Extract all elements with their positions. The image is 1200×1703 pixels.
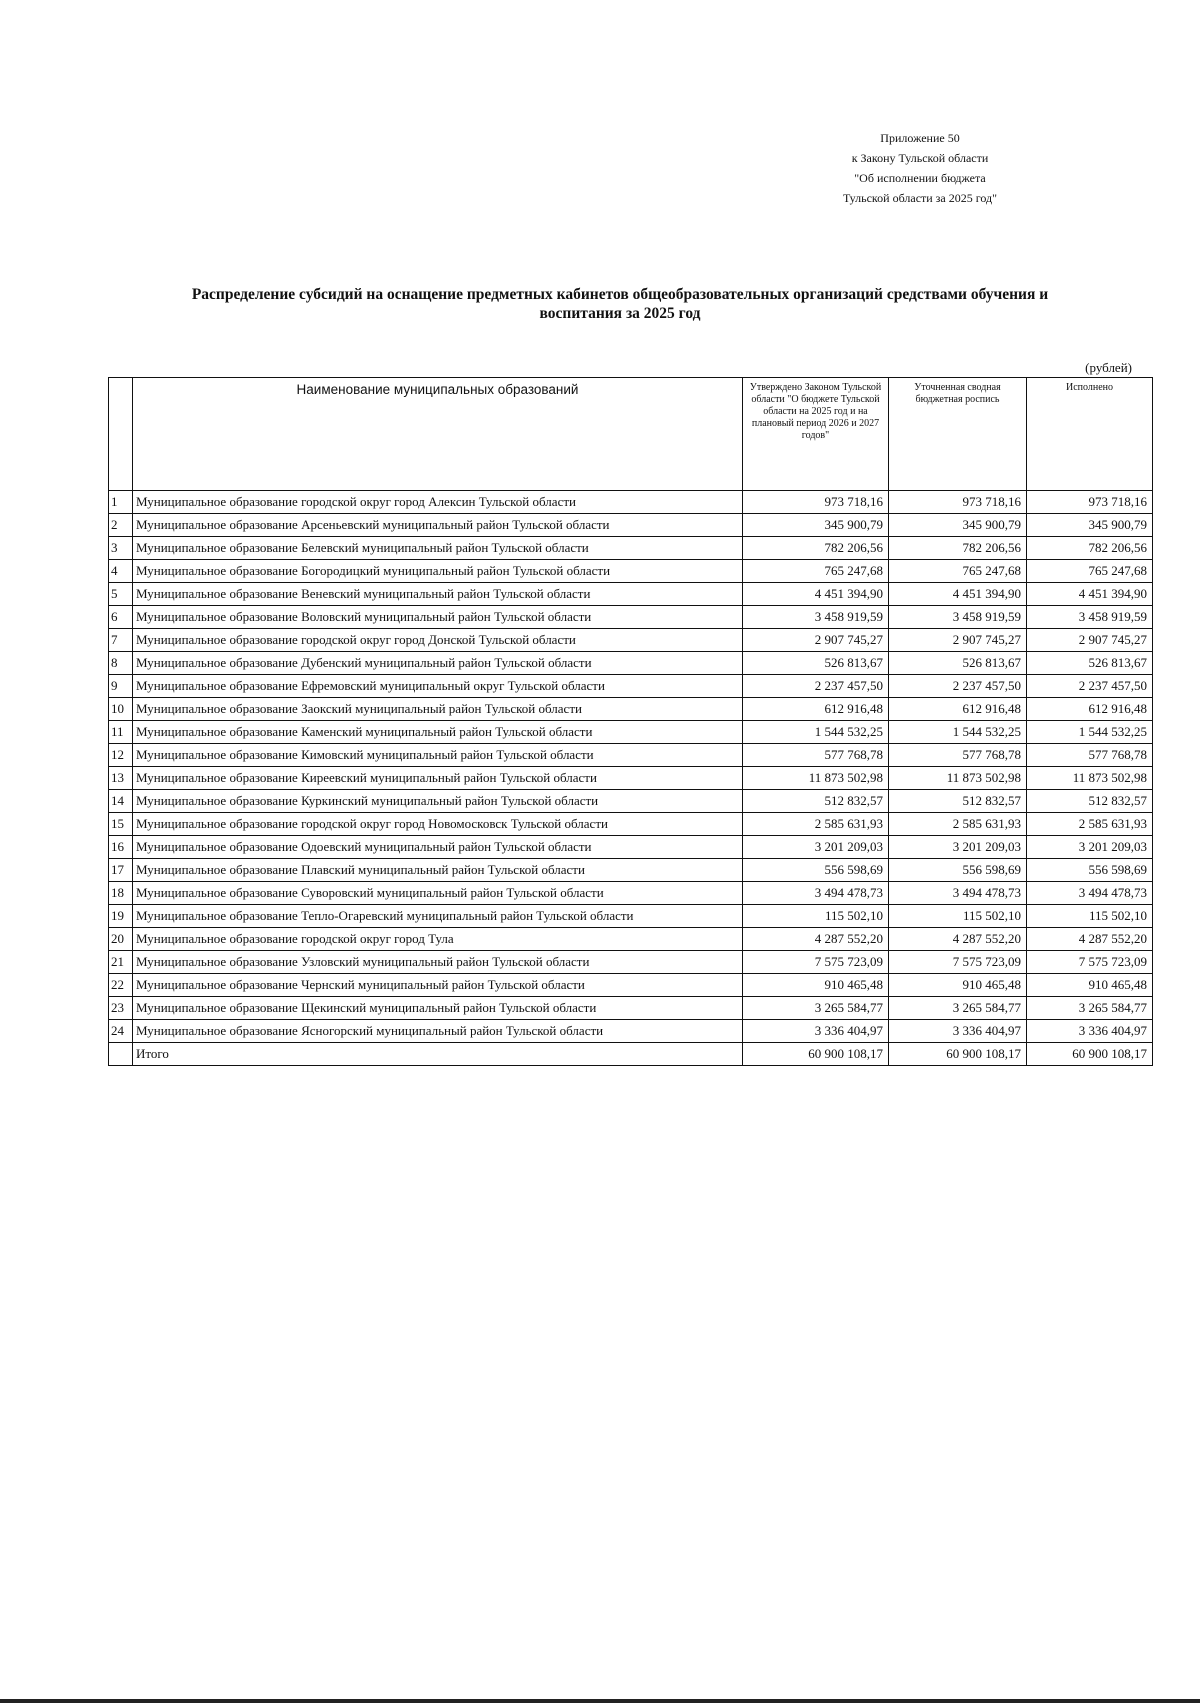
row-name: Муниципальное образование городской округ город Тула [133, 928, 743, 951]
row-executed: 60 900 108,17 [1027, 1043, 1153, 1066]
table-row [109, 905, 1153, 928]
row-name: Муниципальное образование Узловский муниципальный район Тульской области [133, 951, 743, 974]
table-row [109, 997, 1153, 1020]
row-revised: 115 502,10 [889, 905, 1027, 928]
row-name: Муниципальное образование Ясногорский муниципальный район Тульской области [133, 1020, 743, 1043]
row-revised: 612 916,48 [889, 698, 1027, 721]
row-approved: 3 458 919,59 [743, 606, 889, 629]
row-executed: 512 832,57 [1027, 790, 1153, 813]
table-row [109, 836, 1153, 859]
row-name: Муниципальное образование Кимовский муниципальный район Тульской области [133, 744, 743, 767]
row-revised: 973 718,16 [889, 491, 1027, 514]
row-number: 3 [109, 537, 133, 560]
row-approved: 1 544 532,25 [743, 721, 889, 744]
header-approved: Утверждено Законом Тульской области "О бюджете Тульской области на 2025 год и на плановый период 2026 и 2027 годов" [743, 378, 889, 491]
row-number: 5 [109, 583, 133, 606]
table-row [109, 928, 1153, 951]
appendix-note [820, 128, 1020, 208]
row-name: Муниципальное образование Каменский муниципальный район Тульской области [133, 721, 743, 744]
row-executed: 526 813,67 [1027, 652, 1153, 675]
row-name: Муниципальное образование Плавский муниципальный район Тульской области [133, 859, 743, 882]
row-number [109, 1043, 133, 1066]
appendix-line: "Об исполнении бюджета [854, 171, 986, 185]
row-executed: 3 494 478,73 [1027, 882, 1153, 905]
header-name: Наименование муниципальных образований [133, 378, 743, 491]
row-approved: 910 465,48 [743, 974, 889, 997]
row-name: Муниципальное образование Суворовский муниципальный район Тульской области [133, 882, 743, 905]
row-executed: 782 206,56 [1027, 537, 1153, 560]
row-revised: 3 265 584,77 [889, 997, 1027, 1020]
document-title [110, 285, 1130, 323]
row-name: Муниципальное образование городской округ город Новомосковск Тульской области [133, 813, 743, 836]
unit-label: (рублей) [1085, 360, 1132, 375]
row-revised: 2 237 457,50 [889, 675, 1027, 698]
row-number: 1 [109, 491, 133, 514]
table-row [109, 491, 1153, 514]
table-row [109, 767, 1153, 790]
row-approved: 3 336 404,97 [743, 1020, 889, 1043]
table-row [109, 652, 1153, 675]
table-row [109, 951, 1153, 974]
row-revised: 3 201 209,03 [889, 836, 1027, 859]
total-row [109, 1043, 1153, 1066]
row-number: 8 [109, 652, 133, 675]
appendix-line: к Закону Тульской области [851, 151, 989, 165]
row-executed: 4 451 394,90 [1027, 583, 1153, 606]
row-number: 14 [109, 790, 133, 813]
row-approved: 2 237 457,50 [743, 675, 889, 698]
row-name: Муниципальное образование Киреевский муниципальный район Тульской области [133, 767, 743, 790]
row-approved: 3 494 478,73 [743, 882, 889, 905]
table-row [109, 813, 1153, 836]
table-row [109, 1020, 1153, 1043]
row-number: 12 [109, 744, 133, 767]
row-revised: 4 451 394,90 [889, 583, 1027, 606]
row-revised: 11 873 502,98 [889, 767, 1027, 790]
row-name: Муниципальное образование Дубенский муниципальный район Тульской области [133, 652, 743, 675]
row-executed: 3 265 584,77 [1027, 997, 1153, 1020]
row-executed: 2 237 457,50 [1027, 675, 1153, 698]
row-name: Муниципальное образование Богородицкий муниципальный район Тульской области [133, 560, 743, 583]
row-executed: 345 900,79 [1027, 514, 1153, 537]
table-row [109, 560, 1153, 583]
row-approved: 973 718,16 [743, 491, 889, 514]
table-row [109, 859, 1153, 882]
header-number [109, 378, 133, 491]
row-number: 21 [109, 951, 133, 974]
row-revised: 7 575 723,09 [889, 951, 1027, 974]
row-executed: 910 465,48 [1027, 974, 1153, 997]
row-approved: 782 206,56 [743, 537, 889, 560]
row-number: 22 [109, 974, 133, 997]
table-row [109, 790, 1153, 813]
row-name: Муниципальное образование городской округ город Алексин Тульской области [133, 491, 743, 514]
row-revised: 2 907 745,27 [889, 629, 1027, 652]
row-number: 20 [109, 928, 133, 951]
row-number: 19 [109, 905, 133, 928]
row-revised: 910 465,48 [889, 974, 1027, 997]
row-executed: 3 336 404,97 [1027, 1020, 1153, 1043]
row-number: 6 [109, 606, 133, 629]
row-number: 13 [109, 767, 133, 790]
row-approved: 4 287 552,20 [743, 928, 889, 951]
row-number: 15 [109, 813, 133, 836]
row-revised: 345 900,79 [889, 514, 1027, 537]
row-executed: 577 768,78 [1027, 744, 1153, 767]
row-executed: 3 201 209,03 [1027, 836, 1153, 859]
row-revised: 782 206,56 [889, 537, 1027, 560]
row-number: 17 [109, 859, 133, 882]
row-executed: 765 247,68 [1027, 560, 1153, 583]
title-line: Распределение субсидий на оснащение предметных кабинетов общеобразовательных организаций средствами обучения и [191, 286, 1049, 303]
row-approved: 3 201 209,03 [743, 836, 889, 859]
row-approved: 526 813,67 [743, 652, 889, 675]
appendix-line: Приложение 50 [880, 131, 960, 145]
row-revised: 1 544 532,25 [889, 721, 1027, 744]
row-approved: 577 768,78 [743, 744, 889, 767]
row-executed: 7 575 723,09 [1027, 951, 1153, 974]
table-row [109, 698, 1153, 721]
row-revised: 4 287 552,20 [889, 928, 1027, 951]
row-number: 10 [109, 698, 133, 721]
row-approved: 765 247,68 [743, 560, 889, 583]
row-number: 16 [109, 836, 133, 859]
row-number: 9 [109, 675, 133, 698]
table-row [109, 537, 1153, 560]
row-name: Муниципальное образование Чернский муниципальный район Тульской области [133, 974, 743, 997]
table-body [109, 491, 1153, 1066]
row-executed: 612 916,48 [1027, 698, 1153, 721]
row-revised: 765 247,68 [889, 560, 1027, 583]
row-approved: 345 900,79 [743, 514, 889, 537]
row-executed: 115 502,10 [1027, 905, 1153, 928]
row-approved: 60 900 108,17 [743, 1043, 889, 1066]
header-executed: Исполнено [1027, 378, 1153, 491]
row-revised: 556 598,69 [889, 859, 1027, 882]
row-approved: 7 575 723,09 [743, 951, 889, 974]
row-approved: 4 451 394,90 [743, 583, 889, 606]
row-approved: 115 502,10 [743, 905, 889, 928]
row-approved: 612 916,48 [743, 698, 889, 721]
row-name: Итого [133, 1043, 743, 1066]
scan-edge [0, 1699, 1200, 1703]
appendix-line: Тульской области за 2025 год" [842, 191, 998, 205]
row-approved: 11 873 502,98 [743, 767, 889, 790]
row-revised: 512 832,57 [889, 790, 1027, 813]
row-name: Муниципальное образование городской округ город Донской Тульской области [133, 629, 743, 652]
table-row [109, 675, 1153, 698]
row-executed: 2 907 745,27 [1027, 629, 1153, 652]
row-revised: 577 768,78 [889, 744, 1027, 767]
row-revised: 60 900 108,17 [889, 1043, 1027, 1066]
row-executed: 4 287 552,20 [1027, 928, 1153, 951]
table-row [109, 583, 1153, 606]
row-executed: 3 458 919,59 [1027, 606, 1153, 629]
row-revised: 3 494 478,73 [889, 882, 1027, 905]
row-number: 7 [109, 629, 133, 652]
title-line: воспитания за 2025 год [539, 305, 701, 322]
row-number: 4 [109, 560, 133, 583]
row-number: 18 [109, 882, 133, 905]
row-name: Муниципальное образование Куркинский муниципальный район Тульской области [133, 790, 743, 813]
header-revised: Уточненная сводная бюджетная роспись [889, 378, 1027, 491]
row-name: Муниципальное образование Белевский муниципальный район Тульской области [133, 537, 743, 560]
row-name: Муниципальное образование Веневский муниципальный район Тульской области [133, 583, 743, 606]
table-header-row [109, 378, 1153, 491]
row-name: Муниципальное образование Одоевский муниципальный район Тульской области [133, 836, 743, 859]
row-name: Муниципальное образование Заокский муниципальный район Тульской области [133, 698, 743, 721]
row-revised: 3 458 919,59 [889, 606, 1027, 629]
table-row [109, 514, 1153, 537]
row-number: 24 [109, 1020, 133, 1043]
row-name: Муниципальное образование Щекинский муниципальный район Тульской области [133, 997, 743, 1020]
row-revised: 3 336 404,97 [889, 1020, 1027, 1043]
table-row [109, 974, 1153, 997]
row-approved: 512 832,57 [743, 790, 889, 813]
row-executed: 2 585 631,93 [1027, 813, 1153, 836]
row-number: 11 [109, 721, 133, 744]
row-approved: 556 598,69 [743, 859, 889, 882]
row-revised: 526 813,67 [889, 652, 1027, 675]
row-number: 23 [109, 997, 133, 1020]
table-row [109, 882, 1153, 905]
row-name: Муниципальное образование Тепло-Огаревский муниципальный район Тульской области [133, 905, 743, 928]
row-name: Муниципальное образование Ефремовский муниципальный округ Тульской области [133, 675, 743, 698]
row-executed: 556 598,69 [1027, 859, 1153, 882]
row-approved: 2 907 745,27 [743, 629, 889, 652]
row-number: 2 [109, 514, 133, 537]
row-approved: 3 265 584,77 [743, 997, 889, 1020]
table-row [109, 721, 1153, 744]
row-revised: 2 585 631,93 [889, 813, 1027, 836]
row-approved: 2 585 631,93 [743, 813, 889, 836]
table-row [109, 744, 1153, 767]
table-row [109, 629, 1153, 652]
row-name: Муниципальное образование Арсеньевский муниципальный район Тульской области [133, 514, 743, 537]
row-executed: 973 718,16 [1027, 491, 1153, 514]
subsidy-table [108, 377, 1153, 1066]
row-executed: 1 544 532,25 [1027, 721, 1153, 744]
row-executed: 11 873 502,98 [1027, 767, 1153, 790]
table-row [109, 606, 1153, 629]
row-name: Муниципальное образование Воловский муниципальный район Тульской области [133, 606, 743, 629]
